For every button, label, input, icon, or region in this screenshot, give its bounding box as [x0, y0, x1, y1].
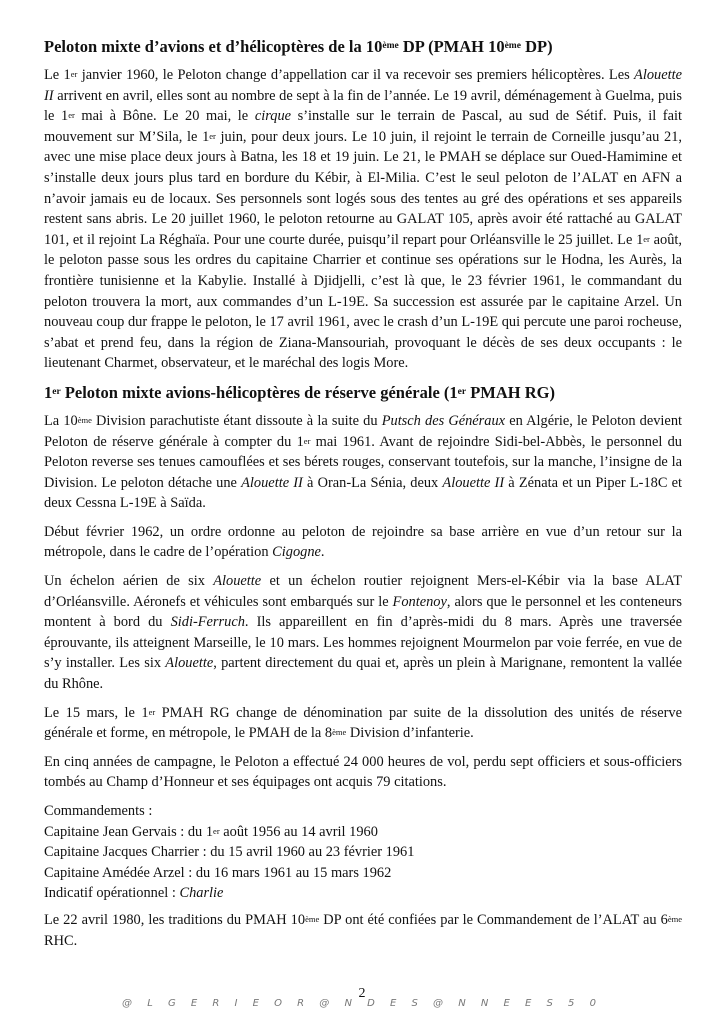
- superscript: er: [148, 706, 156, 717]
- commandement-item: Capitaine Amédée Arzel : du 16 mars 1961 au 15 mars 1962: [44, 864, 392, 881]
- superscript: er: [457, 386, 467, 397]
- superscript: ème: [77, 414, 92, 425]
- document-page: [44, 36, 682, 959]
- italic-text: Charlie: [179, 885, 224, 902]
- commandements-heading: Commandements :: [44, 803, 153, 819]
- superscript: er: [52, 386, 61, 397]
- superscript: ème: [332, 727, 347, 738]
- commandements-list: [44, 801, 682, 904]
- paragraph-bilan-campagne: En cinq années de campagne, le Peloton a effectué 24 000 heures de vol, perdu sept officiers et sous-officiers tombés au Champ d’Honneur et ses équipages ont acquis 79 citations.: [44, 753, 682, 791]
- superscript: er: [643, 233, 650, 244]
- italic-text: Fontenoy: [392, 593, 447, 610]
- running-footer: @ L G E R I E O R @ N D E S @ N N E E S 5 0: [122, 998, 602, 1009]
- section-title-1er-pmah-rg: 1er Peloton mixte avions-hélicoptères de réserve générale (1er PMAH RG): [44, 382, 555, 402]
- superscript: ème: [305, 913, 320, 924]
- paragraph-traditions: Le 22 avril 1980, les traditions du PMAH 10ème DP ont été confiées par le Commandement de l’ALAT au 6ème RHC.: [44, 911, 682, 949]
- italic-text: Putsch des Généraux: [381, 412, 506, 429]
- italic-text: Cigogne: [272, 544, 321, 561]
- page-number: 2: [358, 986, 366, 1001]
- superscript: er: [303, 435, 311, 446]
- superscript: ème: [504, 41, 521, 51]
- italic-text: Alouette II: [241, 474, 303, 491]
- italic-text: Sidi-Ferruch: [170, 614, 245, 631]
- commandement-item: Capitaine Jean Gervais : du 1er août 1956 au 14 avril 1960: [44, 823, 378, 840]
- italic-text: Alouette: [213, 573, 262, 590]
- superscript: er: [209, 130, 216, 141]
- superscript: er: [68, 110, 75, 121]
- paragraph-reserve-generale: La 10ème Division parachutiste étant dissoute à la suite du Putsch des Généraux en Algérie, le Peloton devient Peloton de réserve générale à compter du 1er mai 1961. Avant de rejoindre Sidi-bel-Abbès, le personnel du Peloton reverse ses tenues camouflées et ses bérets rouges, conservant toutefois, sur la manche, l’insigne de la Division. Le peloton détache une Alouette II à Oran-La Sénia, deux Alouette II à Zénata et un Piper L-18C et deux Cessna L-19E à Saïda.: [44, 412, 683, 512]
- superscript: ème: [667, 913, 682, 924]
- italic-text: cirque: [254, 108, 292, 125]
- superscript: er: [213, 825, 220, 836]
- commandement-item: Capitaine Jacques Charrier : du 15 avril 1960 au 23 février 1961: [44, 844, 415, 861]
- indicatif-operationnel: Indicatif opérationnel : Charlie: [44, 885, 224, 902]
- paragraph-echelon-aerien: Un échelon aérien de six Alouette et un échelon routier rejoignent Mers-el-Kébir via la base ALAT d’Orléansville. Aéronefs et véhicules sont embarqués sur le Fontenoy, alors que le personnel et les conteneurs montent à bord du Sidi-Ferruch. Ils appareillent en fin d’après-midi du 8 mars. Après une traversée éprouvante, ils atteignent Marseille, le 10 mars. Les hommes rejoignent Mourmelon par voie ferrée, en vue de s’y installer. Les six Alouette, partent directement du quai et, après un plein à Marignane, remontent la vallée du Rhône.: [44, 573, 682, 693]
- paragraph-changement-denomination: Le 15 mars, le 1er PMAH RG change de dénomination par suite de la dissolution des unités de réserve générale et forme, en métropole, le PMAH de la 8ème Division d’infanterie.: [44, 704, 682, 742]
- italic-text: Alouette: [165, 655, 214, 672]
- section-title-pmah-10dp: Peloton mixte d’avions et d’hélicoptères de la 10ème DP (PMAH 10ème DP): [44, 37, 553, 56]
- paragraph-pmah-10dp-history: Le 1er janvier 1960, le Peloton change d’appellation car il va recevoir ses premiers hélicoptères. Les Alouette II arrivent en avril, elles sont au nombre de sept à la fin de l’année. Le 19 avril, déménagement à Guelma, puis le 1er mai à Bône. Le 20 mai, le cirque s’installe sur le terrain de Pascal, au sud de Sétif. Puis, il fait mouvement sur M’Sila, le 1er juin, pour deux jours. Le 10 juin, il rejoint le terrain de Corneille jusqu’au 21, avec une mise place deux jours à Batna, les 18 et 19 juin. Le 21, le PMAH se déplace sur Oued-Hamimine et s’installe deux jours plus tard en bordure du Kébir, à El-Milia. C’est le seul peloton de l’ALAT en AFN a n’avoir jamais eu de locaux. Ses personnels sont logés sous des tentes au gré des opérations et ses appareils restent sans abris. Le 20 juillet 1960, le peloton retourne au GALAT 105, après avoir été rattaché au GALAT 101, et il rejoint La Réghaïa. Pour une courte durée, puisqu’il repart pour Orléansville le 25 juillet. Le 1er août, le peloton passe sous les ordres du capitaine Charrier et continue ses opérations sur le Hodna, les Aurès, la frontière tunisienne et la Kabylie. Installé à Djidjelli, c’est là que, le 23 février 1961, le commandant du peloton trouvera la mort, aux commandes d’un L-19E. Sa succession est assurée par le capitaine Arzel. Un nouveau coup dur frappe le peloton, le 17 avril 1961, avec le crash d’un L-19E qui percute une paroi rocheuse, s’abat et prend feu, dans la région de Ziana-Mansouriah, provoquant le décès de ses deux occupants : le lieutenant Charmet, observateur, et le maréchal des logis More.: [44, 67, 682, 372]
- superscript: er: [70, 69, 78, 79]
- italic-text: Alouette II: [44, 67, 682, 104]
- paragraph-operation-cigogne: Début février 1962, un ordre ordonne au peloton de rejoindre sa base arrière en vue d’un retour sur la métropole, dans le cadre de l’opération Cigogne.: [44, 523, 682, 561]
- italic-text: Alouette II: [442, 474, 505, 491]
- superscript: ème: [382, 41, 399, 51]
